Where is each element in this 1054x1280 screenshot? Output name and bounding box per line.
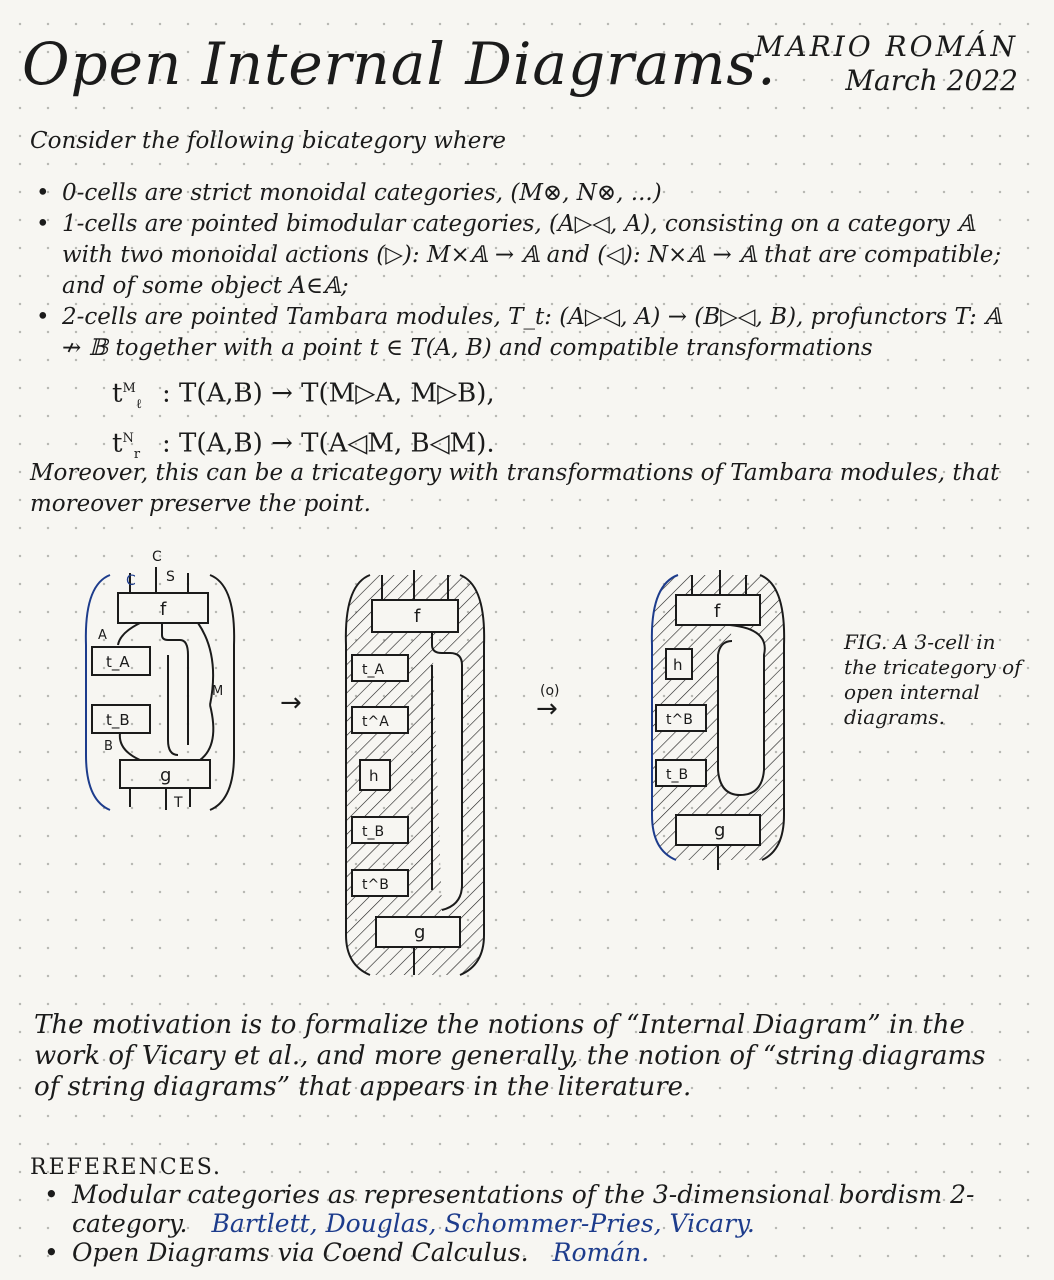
author-block [755,30,1018,98]
bullet-icon: • [36,211,50,237]
list-item [30,302,1020,364]
list-item [30,209,1020,302]
author-name: MARIO ROMÁN [754,30,1018,63]
definition-list [30,178,1020,364]
box-g-label: g [714,820,726,841]
references-list [44,1180,1034,1267]
string-diagrams-figure [70,545,810,990]
bullet-0-cells: 0-cells are strict monoidal categories, (M⊗, N⊗, ...) [62,180,662,206]
moreover-text: Moreover, this can be a tricategory with transformations of Tambara modules, that moreover preserve the point. [30,460,1000,517]
diagram-left [86,549,234,811]
box-t-a-upper-label: t^A [362,714,389,730]
box-g-label: g [414,922,426,943]
wire-c-top-label: C [152,549,162,565]
box-t-b-label: t_B [106,711,130,729]
box-t-b-lower-label: t_B [362,824,385,840]
reference-item [44,1180,1034,1238]
bullet-icon: • [36,180,50,206]
author-date: March 2022 [845,64,1018,97]
bullet-icon: • [44,1180,59,1209]
wire-a-label: A [98,628,107,643]
reference-item [44,1238,1034,1267]
wire-m-label: M [212,684,224,699]
wire-b-label: B [104,739,113,754]
box-f-label: f [714,601,721,622]
bullet-2-cells: 2-cells are pointed Tambara modules, T_t: (A▷◁, A) → (B▷◁, B), profunctors T: 𝔸 ↛ 𝔹 together with a point t ∈ T(A, B) and compatible transformations [62,304,1002,361]
reference-authors: Román. [552,1238,650,1267]
box-t-b-lower-label: t_B [666,767,689,783]
reference-title: Open Diagrams via Coend Calculus. [72,1238,529,1267]
box-t-a-label: t_A [106,653,130,671]
references-heading: REFERENCES. [30,1155,222,1180]
box-t-b-upper-label: t^B [362,877,389,893]
box-t-b-upper-label: t^B [666,712,693,728]
motivation-text: The motivation is to formalize the notions of “Internal Diagram” in the work of Vicary et al., and more generally, the notion of “string diagrams of string diagrams” that appears in the literature. [34,1010,986,1102]
formula-symbol: $t^M_\ell$ [112,378,142,412]
formula-left [112,372,495,422]
diagram-middle [346,570,484,975]
figure-caption: FIG. A 3-cell in the tricategory of open internal diagrams. [844,630,1022,729]
box-h-label: h [673,656,683,674]
arrow-1: → [280,688,302,718]
box-t-a-lower-label: t_A [362,662,385,678]
reference-authors: Bartlett, Douglas, Schommer-Pries, Vicary. [211,1209,755,1238]
list-item [30,178,1020,209]
wire-s-label: S [166,569,175,585]
arrow-2: → [536,694,558,724]
reference-title: Modular categories as representations of the 3-dimensional bordism 2-category. [72,1180,975,1238]
wire-t-label: T [174,795,183,811]
bullet-icon: • [36,304,50,330]
bullet-1-cells: 1-cells are pointed bimodular categories, (A▷◁, A), consisting on a category 𝔸 with two monoidal actions (▷): M×𝔸 → 𝔸 and (◁): N×𝔸 → 𝔸 that are compatible; and of some object A∈𝔸; [62,211,1002,299]
box-h-label: h [369,767,379,785]
wire-c-label: C [126,573,136,589]
box-g-label: g [160,765,172,786]
formula-body: : T(A,B) → T(A◁M, B◁M). [162,428,495,459]
bullet-icon: • [44,1238,59,1267]
formula-body: : T(A,B) → T(M▷A, M▷B), [162,378,495,409]
page-title: Open Internal Diagrams. [22,30,777,98]
box-f-label: f [160,599,167,620]
arrow-2-label: (o) [540,683,560,699]
diagram-right [652,570,784,870]
box-f-label: f [414,606,421,627]
formula-symbol: $t^N_r$ [112,428,141,462]
intro-text: Consider the following bicategory where [30,128,506,154]
transformation-formulas [112,372,495,472]
